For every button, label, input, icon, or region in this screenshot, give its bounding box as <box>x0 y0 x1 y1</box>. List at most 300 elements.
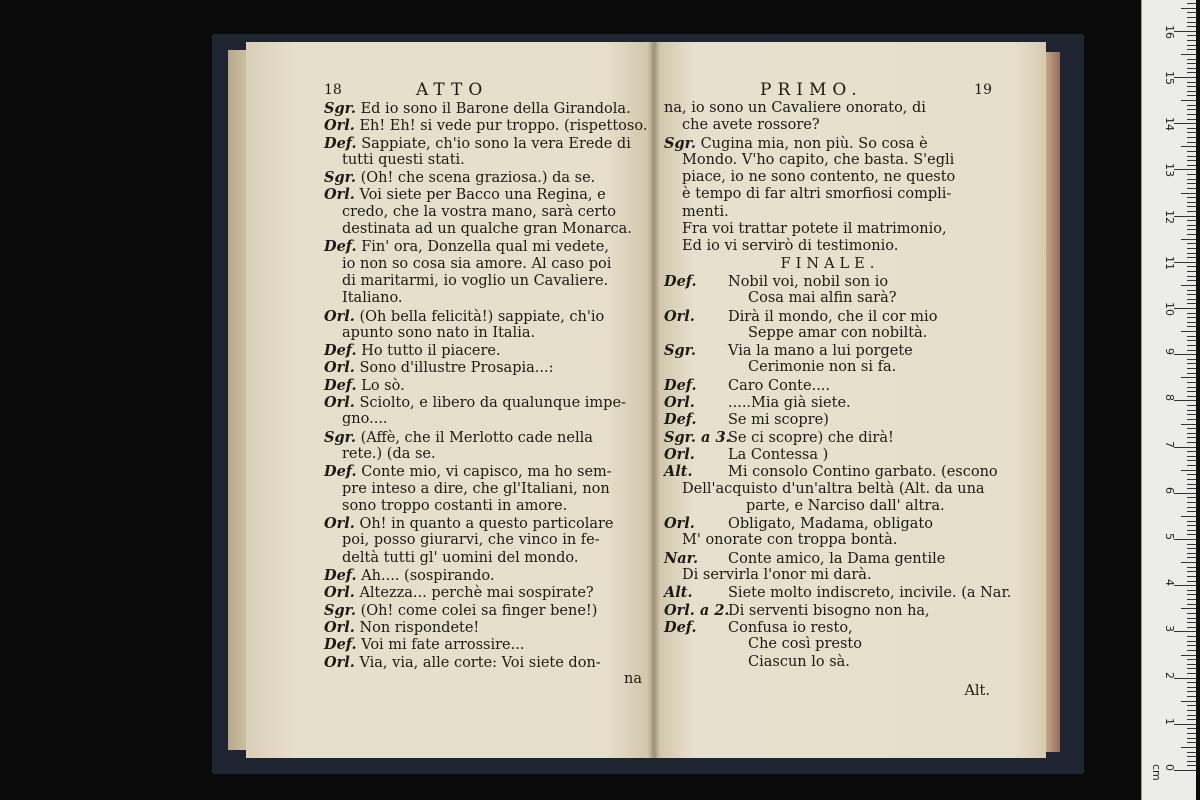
ruler-tick <box>1187 225 1196 226</box>
ruler-tick <box>1187 183 1196 184</box>
line-text: (Oh! come colei sa finger bene!) <box>360 602 598 619</box>
ruler-tick <box>1187 465 1196 466</box>
speaker-label: Orl. <box>324 618 355 636</box>
line-text: M' onorate con troppa bontà. <box>682 532 898 549</box>
line-text: di maritarmi, io voglio un Cavaliere. <box>342 272 609 289</box>
text-line <box>664 429 996 446</box>
line-text: Ed io sono il Barone della Girandola. <box>360 101 631 117</box>
text-line <box>664 515 996 532</box>
ruler-tick <box>1181 239 1196 240</box>
text-line <box>324 273 648 290</box>
text-line <box>324 515 648 532</box>
speaker-label: Sgr. <box>324 169 356 187</box>
line-text: Confusa io resto, <box>728 619 853 636</box>
ruler-tick <box>1181 100 1196 101</box>
speaker-label: Nar. <box>664 549 699 567</box>
line-text: Conte mio, vi capisco, ma ho sem- <box>361 464 612 481</box>
text-line <box>324 498 648 515</box>
ruler-tick <box>1187 502 1196 503</box>
line-text: Non rispondete! <box>359 619 480 636</box>
text-line <box>324 411 648 428</box>
ruler-tick <box>1174 770 1196 771</box>
ruler-tick <box>1174 631 1196 632</box>
ruler-tick <box>1187 26 1196 27</box>
speaker-label: Def. <box>324 342 357 360</box>
ruler-tick <box>1181 331 1196 332</box>
speaker-label: Sgr. <box>664 342 696 360</box>
ruler-tick <box>1181 54 1196 55</box>
ruler-tick <box>1187 460 1196 461</box>
ruler-tick <box>1187 72 1196 73</box>
ruler-tick <box>1187 119 1196 120</box>
ruler-tick <box>1187 373 1196 374</box>
ruler-tick <box>1187 650 1196 651</box>
text-line <box>664 602 996 619</box>
ruler-tick <box>1187 382 1196 383</box>
speaker-label: Def. <box>324 463 357 481</box>
ruler-tick <box>1174 216 1196 217</box>
speaker-label: Def. <box>664 618 697 636</box>
right-page-header <box>664 80 996 100</box>
ruler-tick <box>1187 220 1196 221</box>
text-line <box>664 411 996 428</box>
ruler-tick <box>1187 114 1196 115</box>
text-line <box>324 325 648 342</box>
ruler-tick <box>1187 188 1196 189</box>
left-page-running-title: ATTO <box>416 80 489 100</box>
left-page-catchword: na <box>624 670 642 687</box>
ruler-tick <box>1187 234 1196 235</box>
line-text: credo, che la vostra mano, sarà certo <box>342 203 616 220</box>
ruler-tick <box>1187 40 1196 41</box>
ruler-tick <box>1187 484 1196 485</box>
ruler-tick <box>1181 377 1196 378</box>
ruler-tick <box>1187 202 1196 203</box>
text-line <box>664 186 996 203</box>
text-line <box>664 273 996 290</box>
ruler-tick <box>1187 664 1196 665</box>
text-line <box>324 169 648 186</box>
line-text: Se mi scopre) <box>728 412 829 429</box>
ruler-tick <box>1187 474 1196 475</box>
speaker-label: Def. <box>664 376 697 394</box>
line-text: Italiano. <box>342 290 403 307</box>
line-text: Che così presto <box>748 636 862 653</box>
ruler-tick <box>1174 77 1196 78</box>
ruler-tick <box>1187 479 1196 480</box>
line-text: Cerimonie non si fa. <box>748 359 897 376</box>
text-line <box>664 654 996 671</box>
line-text: Dell'acquisto d'un'altra beltà (Alt. da una <box>682 480 985 497</box>
ruler-tick <box>1187 280 1196 281</box>
ruler-tick <box>1174 169 1196 170</box>
speaker-label: Orl. <box>324 186 355 204</box>
speaker-label: Sgr. <box>324 601 356 619</box>
ruler-tick <box>1187 627 1196 628</box>
ruler-tick <box>1187 290 1196 291</box>
ruler-tick <box>1187 368 1196 369</box>
ruler-tick <box>1187 211 1196 212</box>
text-line <box>324 532 648 549</box>
ruler-tick <box>1187 165 1196 166</box>
ruler-tick <box>1187 179 1196 180</box>
ruler-tick <box>1187 641 1196 642</box>
ruler-tick <box>1187 534 1196 535</box>
ruler-tick <box>1187 613 1196 614</box>
ruler-tick <box>1187 160 1196 161</box>
ruler-tick <box>1187 599 1196 600</box>
line-text: pre inteso a dire, che gl'Italiani, non <box>342 480 610 497</box>
right-page-catchword: Alt. <box>964 682 990 699</box>
ruler-tick <box>1187 345 1196 346</box>
ruler-tick <box>1187 317 1196 318</box>
speaker-label: Def. <box>324 134 357 152</box>
ruler-tick <box>1187 405 1196 406</box>
ruler-tick <box>1181 701 1196 702</box>
ruler-tick <box>1187 137 1196 138</box>
line-text: (Oh bella felicità!) sappiate, ch'io <box>359 308 605 325</box>
line-text: Seppe amar con nobiltà. <box>748 324 928 341</box>
ruler-tick <box>1187 497 1196 498</box>
speaker-label: Sgr. <box>324 428 356 446</box>
ruler-tick <box>1187 22 1196 23</box>
text-line <box>664 394 996 411</box>
ruler-tick <box>1174 31 1196 32</box>
text-line <box>324 636 648 653</box>
line-text: Sono d'illustre Prosapia...: <box>359 360 554 377</box>
text-line <box>324 619 648 636</box>
speaker-label: Orl. <box>324 394 355 412</box>
line-text: Fin' ora, Donzella qual mi vedete, <box>361 239 609 256</box>
ruler-tick <box>1187 696 1196 697</box>
right-page-verse <box>664 272 1012 671</box>
ruler-number: 3 <box>1163 625 1176 633</box>
line-text: deltà tutti gl' uomini del mondo. <box>342 549 579 566</box>
speaker-label: Orl. <box>664 307 695 325</box>
ruler-tick <box>1181 516 1196 517</box>
ruler-tick <box>1187 719 1196 720</box>
measuring-ruler <box>1141 0 1196 800</box>
line-text: Altezza... perchè mai sospirate? <box>359 585 594 602</box>
ruler-tick <box>1187 410 1196 411</box>
line-text: Di serventi bisogno non ha, <box>728 602 930 619</box>
ruler-tick <box>1187 451 1196 452</box>
text-line <box>324 152 648 169</box>
line-text: Sciolto, e libero da qualunque impe- <box>359 395 626 412</box>
ruler-number: 9 <box>1163 348 1176 356</box>
ruler-tick <box>1187 705 1196 706</box>
text-line <box>664 619 996 636</box>
ruler-tick <box>1181 424 1196 425</box>
speaker-label: Orl. <box>324 653 355 671</box>
ruler-tick <box>1187 645 1196 646</box>
ruler-tick <box>1187 197 1196 198</box>
ruler-tick <box>1187 437 1196 438</box>
ruler-tick <box>1187 59 1196 60</box>
line-text: Lo sò. <box>361 377 405 394</box>
line-text: Cosa mai alfin sarà? <box>748 290 897 307</box>
ruler-tick <box>1187 156 1196 157</box>
ruler-tick <box>1187 174 1196 175</box>
ruler-tick <box>1174 308 1196 309</box>
speaker-label: Orl. <box>664 445 695 463</box>
ruler-number: 12 <box>1163 209 1176 224</box>
text-line <box>324 584 648 601</box>
right-page-running-title: PRIMO. <box>760 80 863 100</box>
text-line <box>664 135 996 152</box>
text-line <box>664 446 996 463</box>
text-line <box>324 256 648 273</box>
speaker-label: Orl. a 2. <box>664 601 730 619</box>
speaker-label: Orl. <box>324 117 355 135</box>
ruler-tick <box>1187 567 1196 568</box>
ruler-tick <box>1187 553 1196 554</box>
ruler-tick <box>1187 765 1196 766</box>
text-line <box>664 481 996 498</box>
ruler-tick <box>1187 682 1196 683</box>
ruler-tick <box>1187 521 1196 522</box>
ruler-tick <box>1187 49 1196 50</box>
line-text: io non so cosa sia amore. Al caso poi <box>342 255 612 272</box>
ruler-tick <box>1187 594 1196 595</box>
ruler-tick <box>1181 608 1196 609</box>
ruler-tick <box>1187 35 1196 36</box>
text-line <box>324 446 648 463</box>
text-line <box>324 359 648 376</box>
text-line <box>324 654 648 671</box>
ruler-tick <box>1187 326 1196 327</box>
ruler-tick <box>1187 142 1196 143</box>
text-line <box>664 169 996 186</box>
right-page <box>654 42 1046 758</box>
text-line <box>664 463 996 480</box>
text-line <box>664 290 996 307</box>
speaker-label: Def. <box>324 238 357 256</box>
text-line <box>324 342 648 359</box>
ruler-tick <box>1187 511 1196 512</box>
line-text: (Oh! che scena graziosa.) da se. <box>360 170 596 187</box>
ruler-tick <box>1174 585 1196 586</box>
line-text: Di servirla l'onor mi darà. <box>682 567 872 584</box>
line-text: destinata ad un qualche gran Monarca. <box>342 221 632 238</box>
line-text: Ah.... (sospirando. <box>361 568 495 585</box>
speaker-label: Orl. <box>324 515 355 533</box>
text-line <box>324 394 648 411</box>
line-text: tutti questi stati. <box>342 151 465 168</box>
ruler-tick <box>1181 747 1196 748</box>
line-text: Ho tutto il piacere. <box>361 343 501 360</box>
ruler-number: 7 <box>1163 440 1176 448</box>
ruler-tick <box>1187 257 1196 258</box>
text-line <box>664 308 996 325</box>
ruler-tick <box>1174 678 1196 679</box>
ruler-tick <box>1187 17 1196 18</box>
text-line <box>324 481 648 498</box>
line-text: Sappiate, ch'io sono la vera Erede di <box>361 135 631 152</box>
ruler-tick <box>1187 530 1196 531</box>
speaker-label: Orl. <box>664 515 695 533</box>
line-text: Nobil voi, nobil son io <box>728 273 889 290</box>
text-line <box>324 117 648 134</box>
ruler-tick <box>1181 655 1196 656</box>
ruler-tick <box>1187 488 1196 489</box>
text-line <box>664 584 1012 602</box>
ruler-tick <box>1187 604 1196 605</box>
ruler-tick <box>1187 12 1196 13</box>
line-text: gno.... <box>342 411 388 428</box>
line-text: Conte amico, la Dama gentile <box>728 550 946 567</box>
ruler-tick <box>1174 262 1196 263</box>
line-text: Siete molto indiscreto, incivile. (a Nar. <box>728 585 1012 602</box>
line-text: parte, e Narciso dall' altra. <box>746 497 945 514</box>
text-line <box>324 186 648 203</box>
line-text: menti. <box>682 203 729 220</box>
text-line <box>664 567 996 584</box>
section-title-finale: FINALE. <box>780 255 880 272</box>
ruler-tick <box>1187 128 1196 129</box>
ruler-tick <box>1187 544 1196 545</box>
text-line <box>324 550 648 567</box>
ruler-tick <box>1187 433 1196 434</box>
ruler-tick <box>1187 336 1196 337</box>
left-page <box>246 42 654 758</box>
line-text: (Affè, che il Merlotto cade nella <box>360 429 593 446</box>
ruler-tick <box>1187 548 1196 549</box>
right-page-number: 19 <box>974 82 992 98</box>
line-text: è tempo di far altri smorfiosi compli- <box>682 186 952 203</box>
ruler-tick <box>1187 738 1196 739</box>
text-line <box>324 238 648 255</box>
ruler-tick <box>1187 294 1196 295</box>
ruler-tick <box>1187 715 1196 716</box>
text-line <box>664 117 996 134</box>
ruler-tick <box>1187 363 1196 364</box>
speaker-label: Def. <box>664 272 697 290</box>
ruler-tick <box>1187 68 1196 69</box>
line-text: che avete rossore? <box>682 117 820 134</box>
ruler-number: 5 <box>1163 533 1176 540</box>
ruler-number: 10 <box>1163 302 1176 316</box>
ruler-tick <box>1174 539 1196 540</box>
speaker-label: Orl. <box>664 394 695 412</box>
ruler-tick <box>1181 562 1196 563</box>
speaker-label: Orl. <box>324 584 355 602</box>
line-text: Voi siete per Bacco una Regina, e <box>359 187 606 204</box>
ruler-tick <box>1187 350 1196 351</box>
ruler-tick <box>1187 659 1196 660</box>
ruler-unit-label: 0 cm <box>1150 764 1176 781</box>
ruler-tick <box>1187 687 1196 688</box>
ruler-tick <box>1187 82 1196 83</box>
ruler-tick <box>1187 132 1196 133</box>
ruler-tick <box>1187 419 1196 420</box>
ruler-number: 15 <box>1163 71 1176 85</box>
ruler-tick <box>1187 266 1196 267</box>
text-line <box>324 463 648 480</box>
line-text: Oh! in quanto a questo particolare <box>359 516 614 533</box>
ruler-tick <box>1187 303 1196 304</box>
line-text: La Contessa ) <box>728 446 829 463</box>
line-text: poi, posso giurarvi, che vinco in fe- <box>342 532 600 549</box>
text-line <box>324 100 648 117</box>
text-line <box>664 204 996 221</box>
ruler-tick <box>1187 622 1196 623</box>
ruler-tick <box>1187 456 1196 457</box>
ruler-tick <box>1181 8 1196 9</box>
ruler-tick <box>1174 447 1196 448</box>
ruler-tick <box>1187 733 1196 734</box>
line-text: sono troppo costanti in amore. <box>342 497 568 514</box>
line-text: Via la mano a lui porgete <box>728 343 913 360</box>
ruler-tick <box>1187 442 1196 443</box>
ruler-tick <box>1187 271 1196 272</box>
left-page-header <box>324 80 648 100</box>
ruler-tick <box>1187 45 1196 46</box>
ruler-tick <box>1187 756 1196 757</box>
ruler-number: 14 <box>1163 117 1176 132</box>
ruler-tick <box>1174 123 1196 124</box>
ruler-tick <box>1187 248 1196 249</box>
text-line <box>664 532 996 549</box>
line-text: Caro Conte.... <box>728 377 831 394</box>
ruler-tick <box>1187 229 1196 230</box>
ruler-tick <box>1187 590 1196 591</box>
ruler-tick <box>1187 322 1196 323</box>
ruler-tick <box>1187 668 1196 669</box>
ruler-tick <box>1174 493 1196 494</box>
ruler-tick <box>1187 276 1196 277</box>
ruler-tick <box>1187 636 1196 637</box>
ruler-tick <box>1187 109 1196 110</box>
line-text: Eh! Eh! si vede pur troppo. (rispettoso. <box>359 118 648 135</box>
ruler-tick <box>1187 313 1196 314</box>
left-page-text <box>324 100 648 671</box>
ruler-number: 13 <box>1163 163 1176 178</box>
text-line <box>664 550 996 567</box>
speaker-label: Sgr. <box>324 100 356 117</box>
ruler-tick <box>1187 414 1196 415</box>
ruler-tick <box>1187 428 1196 429</box>
speaker-label: Orl. <box>324 307 355 325</box>
ruler-tick <box>1174 724 1196 725</box>
line-text: rete.) (da se. <box>342 445 436 462</box>
ruler-tick <box>1181 285 1196 286</box>
speaker-label: Alt. <box>664 584 693 602</box>
right-page-prose <box>664 100 996 256</box>
ruler-tick <box>1187 691 1196 692</box>
text-line <box>664 498 996 515</box>
ruler-tick <box>1187 396 1196 397</box>
line-text: .....Mia già siete. <box>728 395 851 412</box>
speaker-label: Def. <box>324 636 357 654</box>
line-text: Mi consolo Contino garbato. (escono <box>728 464 998 481</box>
text-line <box>664 377 996 394</box>
text-line <box>324 602 648 619</box>
ruler-tick <box>1187 206 1196 207</box>
ruler-tick <box>1187 710 1196 711</box>
ruler-tick <box>1181 470 1196 471</box>
ruler-tick <box>1187 728 1196 729</box>
ruler-tick <box>1187 95 1196 96</box>
ruler-tick <box>1181 146 1196 147</box>
line-text: na, io sono un Cavaliere onorato, di <box>664 100 926 116</box>
line-text: Mondo. V'ho capito, che basta. S'egli <box>682 151 955 168</box>
speaker-label: Alt. <box>664 463 693 481</box>
left-page-number: 18 <box>324 82 342 98</box>
speaker-label: Def. <box>324 376 357 394</box>
text-line <box>664 325 996 342</box>
line-text: Fra voi trattar potete il matrimonio, <box>682 221 947 238</box>
